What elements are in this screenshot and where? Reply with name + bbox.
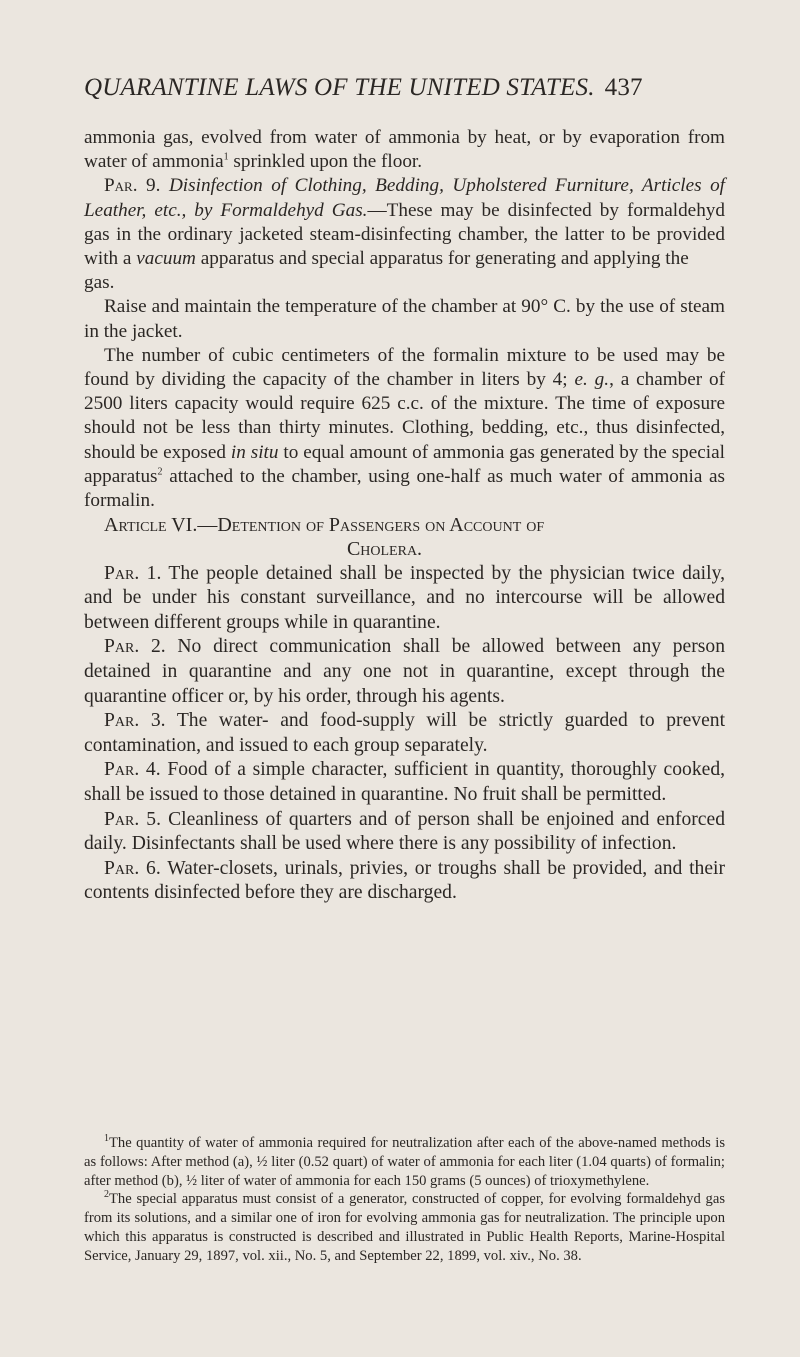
footnote-ref-2: 2 <box>157 466 163 478</box>
paragraph-par: Par. 3. The water- and food-supply will be strictly guarded to prevent contamination, and issued to each group separately. <box>84 710 726 756</box>
paragraph-par: Par. 6. Water-closets, urinals, privies, or troughs shall be provided, and their contents disinfected before they are discharged. <box>84 857 726 904</box>
footnote-ref-1: 1 <box>223 151 229 163</box>
running-header <box>84 74 724 102</box>
paragraph-par: Par. 1. The people detained shall be inspected by the physician twice daily, and be under his constant surveillance, and no intercourse will be allowed between different groups while in quarantine. <box>84 562 725 633</box>
paragraph-cubic-centimeters: The number of cubic centimeters of the formalin mixture to be used may be found by dividing the capacity of the chamber in liters by 4; e. g., a chamber of 2500 liters capacity would require 625 c.c. of the mixture. The time of exposure should not be less than thirty minutes. Clothing, bedding, etc., thus disinfected, should be exposed in situ to equal amount of ammonia gas generated by the special apparatus$^2$ attached to the chamber, using one-half as much water of ammonia as formalin. <box>84 344 725 512</box>
paragraph-par: Par. 4. Food of a simple character, sufficient in quantity, thoroughly cooked, shall be issued to those detained in quarantine. No fruit shall be permitted. <box>84 759 726 805</box>
par-label: Par. 9. <box>104 175 161 197</box>
page-number: 437 <box>604 74 643 101</box>
article-paragraphs <box>84 562 725 906</box>
running-title: QUARANTINE LAWS OF THE UNITED STATES. <box>84 74 595 101</box>
paragraph-raise-temperature: Raise and maintain the temperature of the chamber at 90° C. by the use of steam in the jacket. <box>84 296 725 342</box>
gas-line: gas. <box>84 272 115 294</box>
article-heading: Article VI.—Detention of Passengers on Account of Cholera. <box>104 514 545 561</box>
paragraph-par-9: Par. 9. Disinfection of Clothing, Bedding, Upholstered Furniture, Articles of Leather, etc., by Formaldehyd Gas.—These may be disinfected by formaldehyd gas in the ordinary jacketed steam-disinfecting chamber, the latter to be provided with a vacuum apparatus and special apparatus for generating and applying the <box>84 175 726 270</box>
footnote: $^1$The quantity of water of ammonia required for neutralization after each of the above-named methods is as follows: After method (a), ½ liter (0.52 quart) of water of ammonia for each liter (1.04 quarts) of formalin; after method (b), ½ liter of water of ammonia for each 150 grams (5 ounces) of trioxymethylene. <box>84 1133 725 1189</box>
par-9-title: Disinfection of Clothing, Bedding, Upholstered Furniture, Articles of Leather, etc., by Formaldehyd Gas. <box>84 175 726 221</box>
footnote: $^2$The special apparatus must consist of a generator, constructed of copper, for evolving formaldehyd gas from its solutions, and a similar one of iron for evolving ammonia gas for neutralization. The principle upon which this apparatus is constructed is described and illustrated in Public Health Reports, Marine-Hospital Service, January 29, 1897, vol. xii., No. 5, and September 22, 1899, vol. xiv., No. 38. <box>84 1189 725 1264</box>
footnotes <box>84 1134 725 1266</box>
continued-paragraph: ammonia gas, evolved from water of ammonia by heat, or by evaporation from water of ammonia$^1$ sprinkled upon the floor. <box>84 127 725 173</box>
paragraph-par: Par. 2. No direct communication shall be allowed between any person detained in quarantine and any one not in quarantine, except through the quarantine officer or, by his order, through his agents. <box>84 636 725 707</box>
main-text <box>84 126 725 906</box>
paragraph-par: Par. 5. Cleanliness of quarters and of person shall be enjoined and enforced daily. Disinfectants shall be used where there is any possibility of infection. <box>84 808 725 855</box>
